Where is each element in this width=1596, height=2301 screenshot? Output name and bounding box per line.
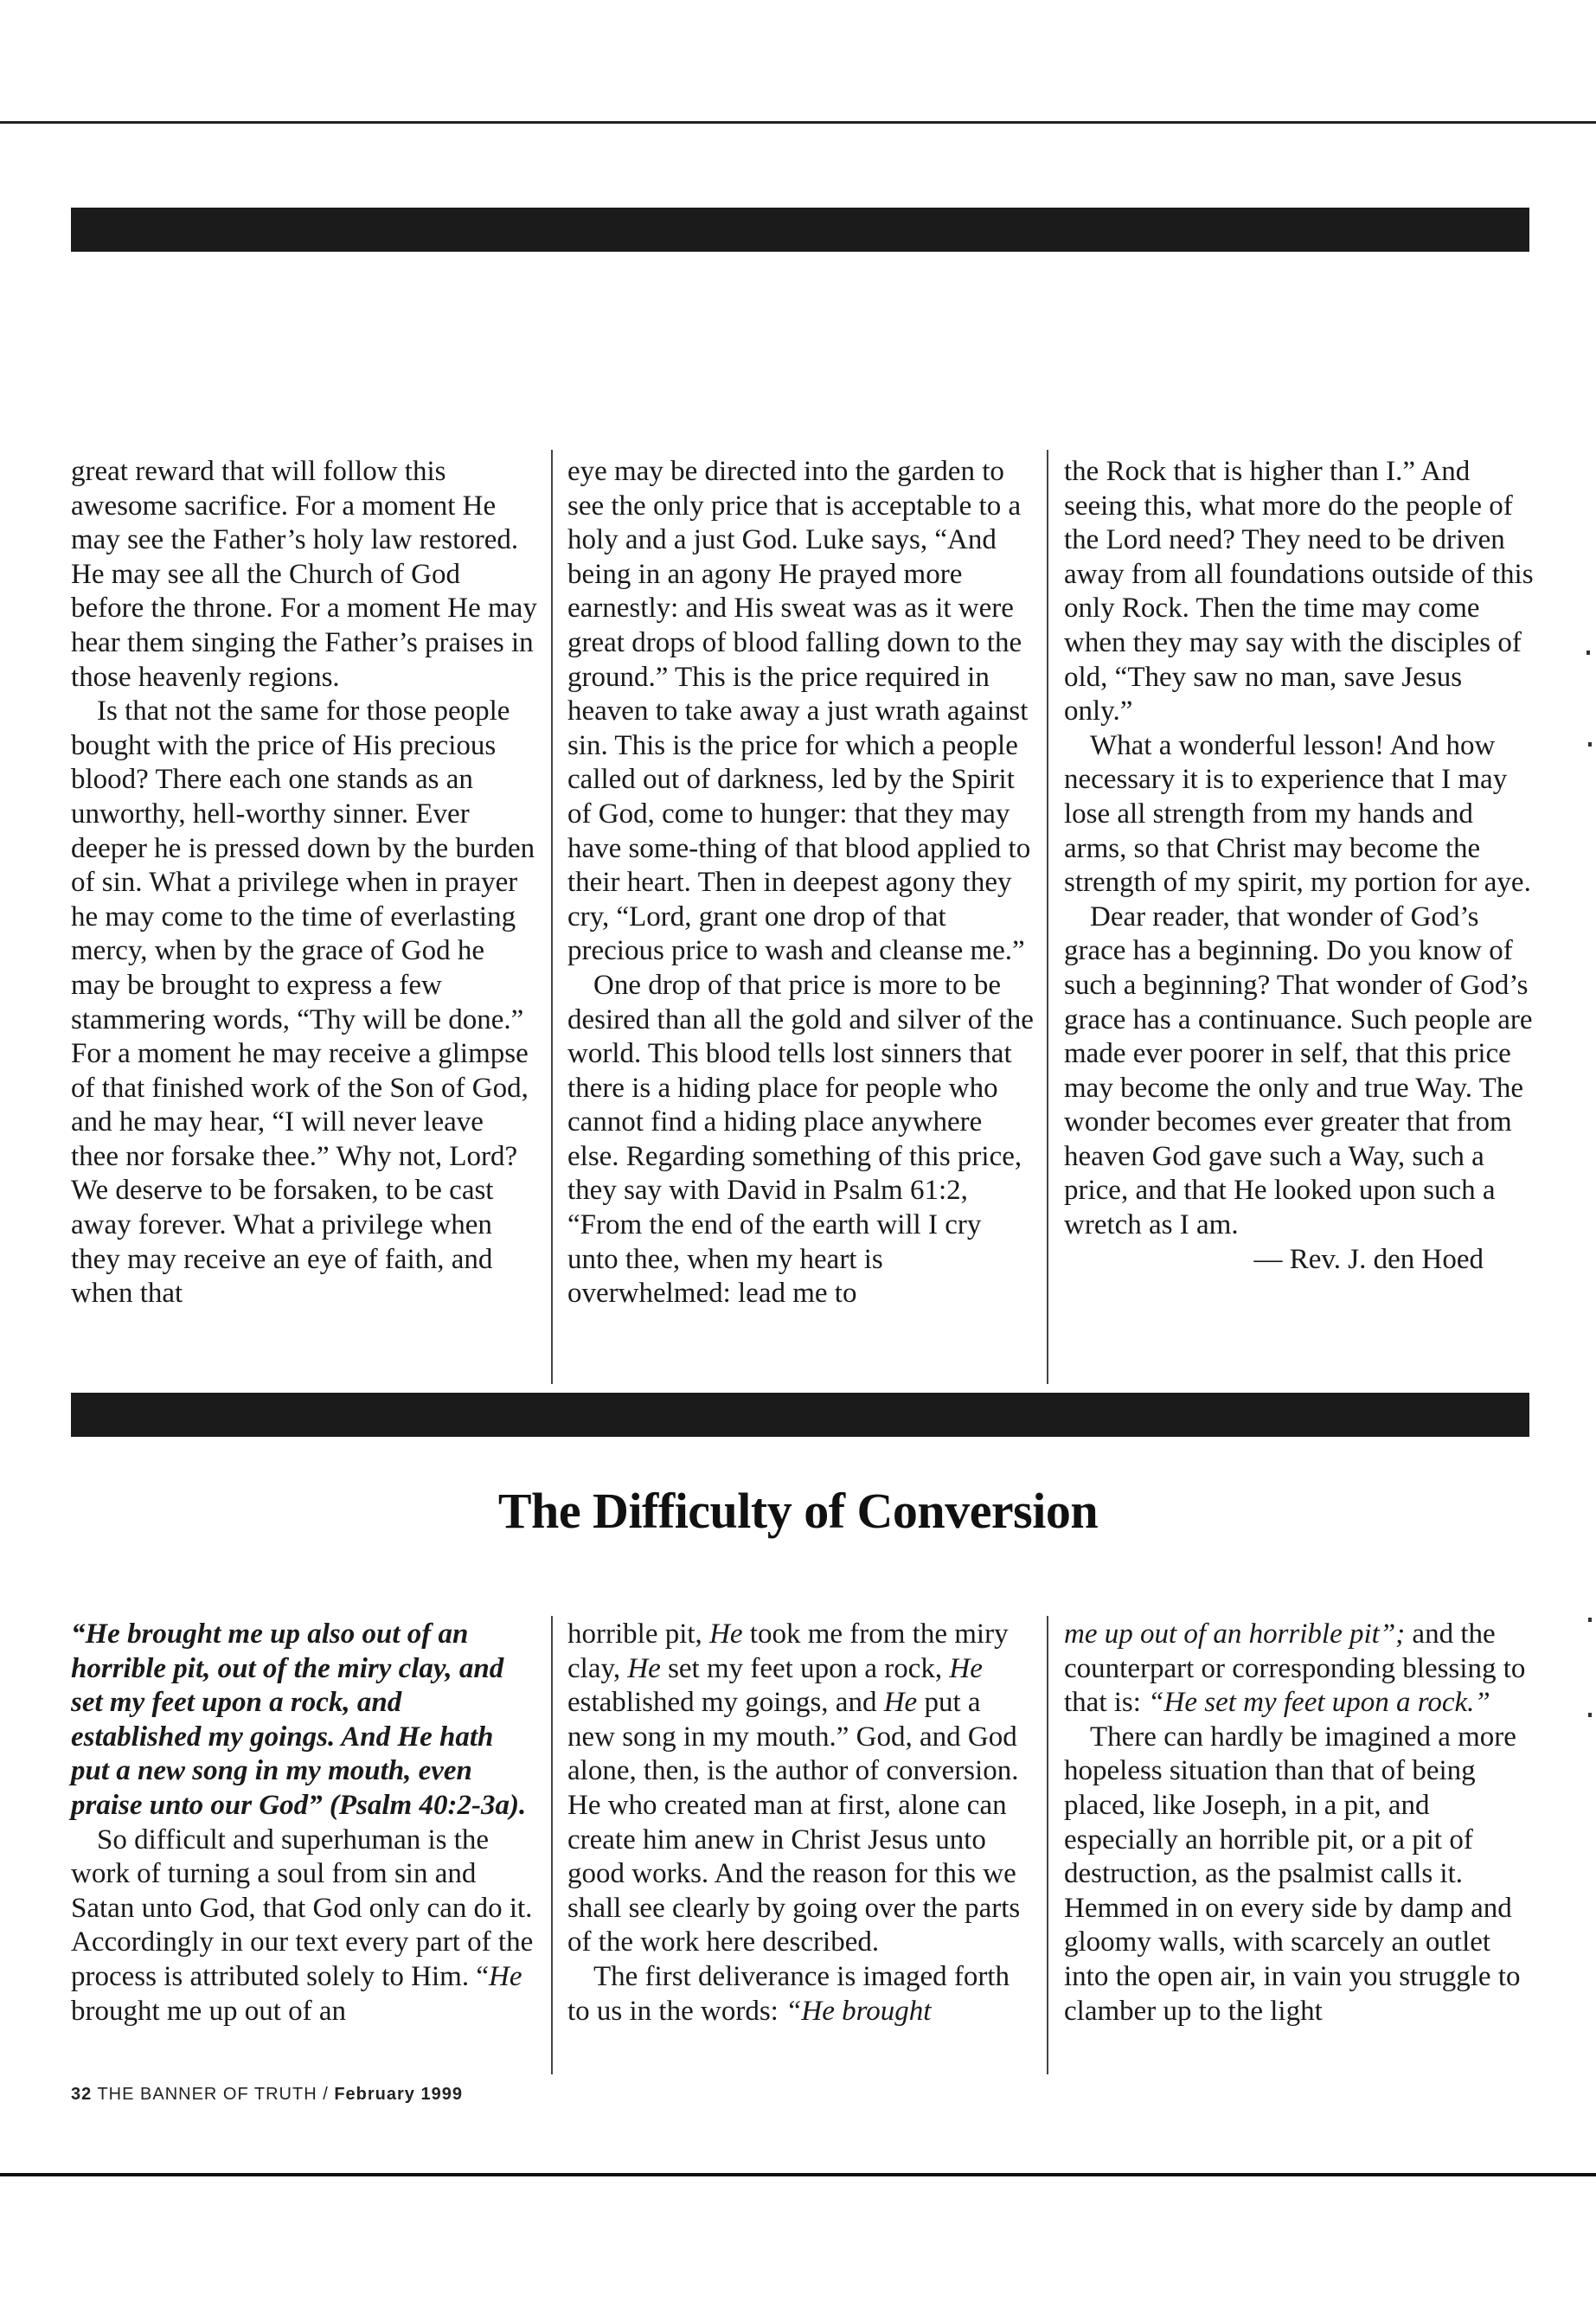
scan-speck (1588, 1618, 1592, 1622)
article-2-column-1 (71, 1618, 538, 2029)
scripture-epigraph: “He brought me up also out of an horrible pit, out of the miry clay, and set my feet upon a rock, and established my goings. And He hath put a new song in my mouth, even praise unto our God” (Psalm 40:2-3a). (71, 1618, 527, 1821)
header-bar (71, 208, 1529, 252)
paragraph: So difficult and superhuman is the work of turning a soul from sin and Satan unto God, that God only can do it. Accordingly in our text every part of the process is attributed solely to Him. “He brought me up out of an (71, 1823, 534, 2027)
paragraph: eye may be directed into the garden to see the only price that is acceptable to a holy and a just God. Luke says, “And being in an agony He prayed more earnestly: and His sweat was as it were great drops of blood falling down to the ground.” This is the price required in heaven to take away a just wrath against sin. This is the price for which a people called out of darkness, led by the Spirit of God, come to hunger: that they may have some-thing of that blood applied to their heart. Then in deepest agony they cry, “Lord, grant one drop of that precious price to wash and cleanse me.” (567, 456, 1031, 967)
article-2-column-2 (567, 1618, 1035, 2029)
top-rule (0, 121, 1596, 124)
paragraph: The first deliverance is imaged forth to us in the words: “He brought (567, 1960, 1010, 2027)
article-2-column-3 (1064, 1618, 1535, 2029)
paragraph: great reward that will follow this awesome sacrifice. For a moment He may see the Father’s holy law restored. He may see all the Church of God before the throne. For a moment He may hear them singing the Father’s praises in those heavenly regions. (71, 456, 537, 693)
paragraph: Dear reader, that wonder of God’s grace has a beginning. Do you know of such a beginning? That wonder of God’s grace has a continuance. Such people are made ever poorer in self, that this price may become the only and true Way. The wonder becomes ever greater that from heaven God gave such a Way, such a price, and that He looked upon such a wretch as I am. (1064, 901, 1533, 1241)
footer-separator: / (323, 2085, 329, 2104)
paragraph: me up out of an horrible pit”; and the counterpart or corresponding blessing to that is: “He set my feet upon a rock.” (1064, 1618, 1526, 1719)
column-divider (1047, 450, 1048, 1384)
paragraph: One drop of that price is more to be desired than all the gold and silver of the world. This blood tells lost sinners that there is a hiding place for people who cannot find a hiding place anywhere else. Regarding something of this price, they say with David in Psalm 61:2, “From the end of the earth will I cry unto thee, when my heart is overwhelmed: lead me to (567, 969, 1034, 1310)
scan-speck (1588, 742, 1592, 747)
paragraph: horrible pit, He took me from the miry clay, He set my feet upon a rock, He established my goings, and He put a new song in my mouth.” God, and God alone, then, is the author of conversion. He who created man at first, alone can create him anew in Christ Jesus unto good works. And the reason for this we shall see clearly by going over the parts of the work here described. (567, 1618, 1021, 1958)
article-title: The Difficulty of Conversion (497, 1483, 1099, 1539)
column-divider (551, 450, 553, 1384)
issue-date: February 1999 (334, 2085, 463, 2104)
article-1-column-2 (567, 455, 1035, 1311)
column-divider (551, 1616, 553, 2074)
scan-speck (1588, 1713, 1592, 1717)
paragraph: Is that not the same for those people bought with the price of His precious blood? There each one stands as an unworthy, hell-worthy sinner. Ever deeper he is pressed down by the burden of sin. What a privilege when in prayer he may come to the time of everlasting mercy, when by the grace of God he may be brought to express a few stammering words, “Thy will be done.” For a moment he may receive a glimpse of that finished work of the Son of God, and he may hear, “I will never leave thee nor forsake thee.” Why not, Lord? We deserve to be forsaken, to be cast away forever. What a privilege when they may receive an eye of faith, and when that (71, 695, 535, 1310)
page-number: 32 (71, 2085, 93, 2104)
author-signature: — Rev. J. den Hoed (1253, 1243, 1484, 1275)
publication-name: THE BANNER OF TRUTH (97, 2085, 317, 2104)
paragraph: What a wonderful lesson! And how necessary it is to experience that I may lose all strength from my hands and arms, so that Christ may become the strength of my spirit, my portion for aye. (1064, 729, 1531, 899)
scan-speck (1586, 651, 1590, 655)
paragraph: There can hardly be imagined a more hopeless situation than that of being placed, like Joseph, in a pit, and especially an horrible pit, or a pit of destruction, as the psalmist calls it. Hemmed in on every side by damp and gloomy walls, with scarcely an outlet into the open air, in vain you struggle to clamber up to the light (1064, 1721, 1521, 2027)
column-divider (1047, 1616, 1048, 2074)
page-footer (71, 2085, 463, 2105)
section-divider-bar (71, 1393, 1529, 1437)
bottom-rule (0, 2173, 1596, 2176)
article-1-column-3 (1064, 455, 1535, 1277)
article-1-column-1 (71, 455, 538, 1311)
paragraph: the Rock that is higher than I.” And seeing this, what more do the people of the Lord need? They need to be driven away from all foundations outside of this only Rock. Then the time may come when they may say with the disciples of old, “They saw no man, save Jesus only.” (1064, 456, 1534, 727)
